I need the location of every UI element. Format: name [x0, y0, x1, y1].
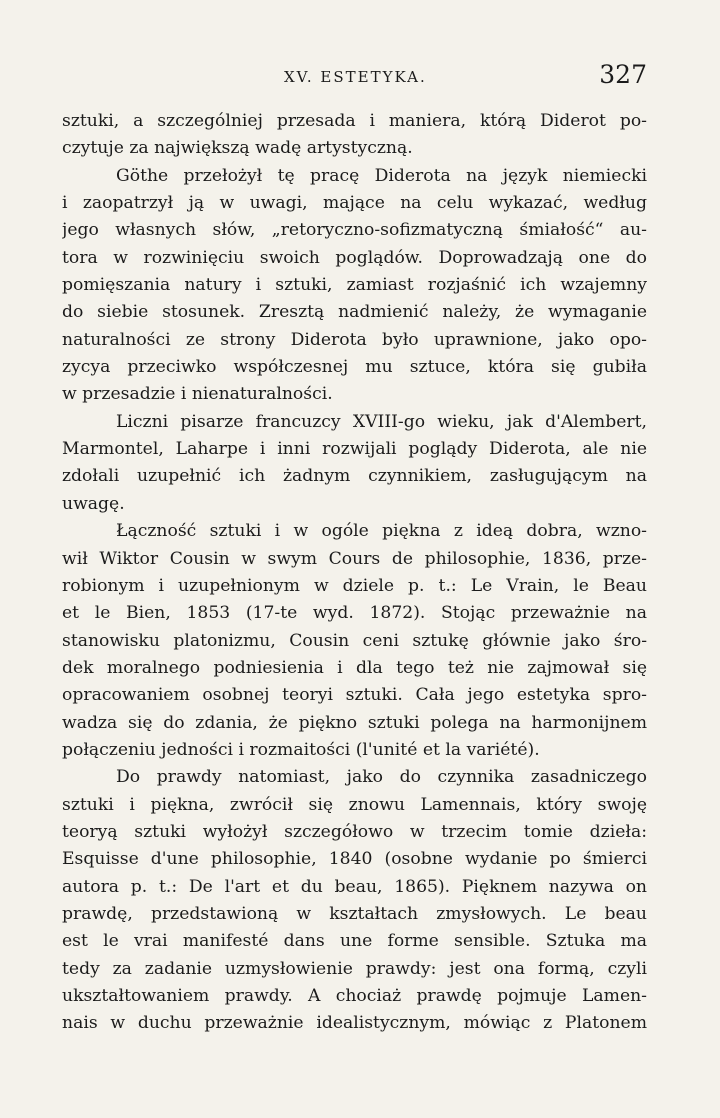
body-text [62, 108, 647, 1038]
page-number: 327 [599, 60, 647, 89]
text-line: nais w duchu przeważnie idealistycznym, mówiąc z Platonem [62, 1013, 647, 1034]
text-line: naturalności ze strony Diderota było uprawnione, jako opo- [62, 329, 647, 350]
text-line: jego własnych słów, „retoryczno-sofizmatyczną śmiałość“ au- [62, 220, 647, 241]
text-line: Marmontel, Laharpe i inni rozwijali poglądy Diderota, ale nie [62, 439, 647, 460]
text-line: Do prawdy natomiast, jako do czynnika zasadniczego [116, 767, 647, 788]
text-line: pomięszania natury i sztuki, zamiast rozjaśnić ich wzajemny [62, 275, 647, 296]
text-line: robionym i uzupełnionym w dziele p. t.: Le Vrain, le Beau [62, 575, 647, 596]
text-line: uwagę. [62, 493, 125, 514]
text-line: wadza się do zdania, że piękno sztuki polega na harmonijnem [62, 712, 647, 733]
text-line: do siebie stosunek. Zresztą nadmienić należy, że wymaganie [62, 302, 647, 323]
text-line: czytuje za największą wadę artystyczną. [62, 138, 413, 159]
text-line: połączeniu jedności i rozmaitości (l'unité et la variété). [62, 739, 540, 760]
text-line: sztuki, a szczególniej przesada i maniera, którą Diderot po- [62, 111, 647, 131]
text-line: ukształtowaniem prawdy. A chociaż prawdę pojmuje Lamen- [62, 986, 647, 1006]
text-line: Göthe przełożył tę pracę Diderota na język niemiecki [116, 165, 647, 186]
text-line: dek moralnego podniesienia i dla tego też nie zajmował się [62, 657, 647, 678]
text-line: zycya przeciwko współczesnej mu sztuce, która się gubiła [62, 357, 647, 378]
text-line: i zaopatrzył ją w uwagi, mające na celu wykazać, według [62, 193, 647, 214]
text-line: stanowisku platonizmu, Cousin ceni sztukę głównie jako śro- [62, 630, 647, 651]
text-line: teoryą sztuki wyłożył szczegółowo w trzecim tomie dzieła: [62, 821, 647, 842]
text-line: prawdę, przedstawioną w kształtach zmysłowych. Le beau [62, 903, 647, 924]
text-line: zdołali uzupełnić ich żadnym czynnikiem, zasługującym na [62, 466, 647, 487]
page-header [62, 60, 647, 96]
text-line: est le vrai manifesté dans une forme sensible. Sztuka ma [62, 931, 647, 952]
text-line: w przesadzie i nienaturalności. [62, 384, 333, 405]
text-line: opracowaniem osobnej teoryi sztuki. Cała jego estetyka spro- [62, 685, 647, 706]
text-line: et le Bien, 1853 (17-te wyd. 1872). Stojąc przeważnie na [62, 603, 647, 624]
text-line: Liczni pisarze francuzcy XVIII-go wieku, jak d'Alembert, [116, 411, 647, 432]
text-line: sztuki i piękna, zwrócił się znowu Lamennais, który swoję [62, 794, 647, 815]
text-line: tora w rozwinięciu swoich poglądów. Doprowadzają one do [62, 247, 647, 268]
text-line: tedy za zadanie uzmysłowienie prawdy: jest ona formą, czyli [62, 958, 647, 979]
text-line: Esquisse d'une philosophie, 1840 (osobne wydanie po śmierci [62, 849, 647, 870]
running-head: XV. ESTETYKA. [284, 68, 427, 86]
text-line: wił Wiktor Cousin w swym Cours de philosophie, 1836, prze- [62, 548, 647, 569]
text-line: autora p. t.: De l'art et du beau, 1865). Pięknem nazywa on [62, 876, 647, 897]
text-line: Łączność sztuki i w ogóle piękna z ideą dobra, wzno- [116, 521, 647, 542]
